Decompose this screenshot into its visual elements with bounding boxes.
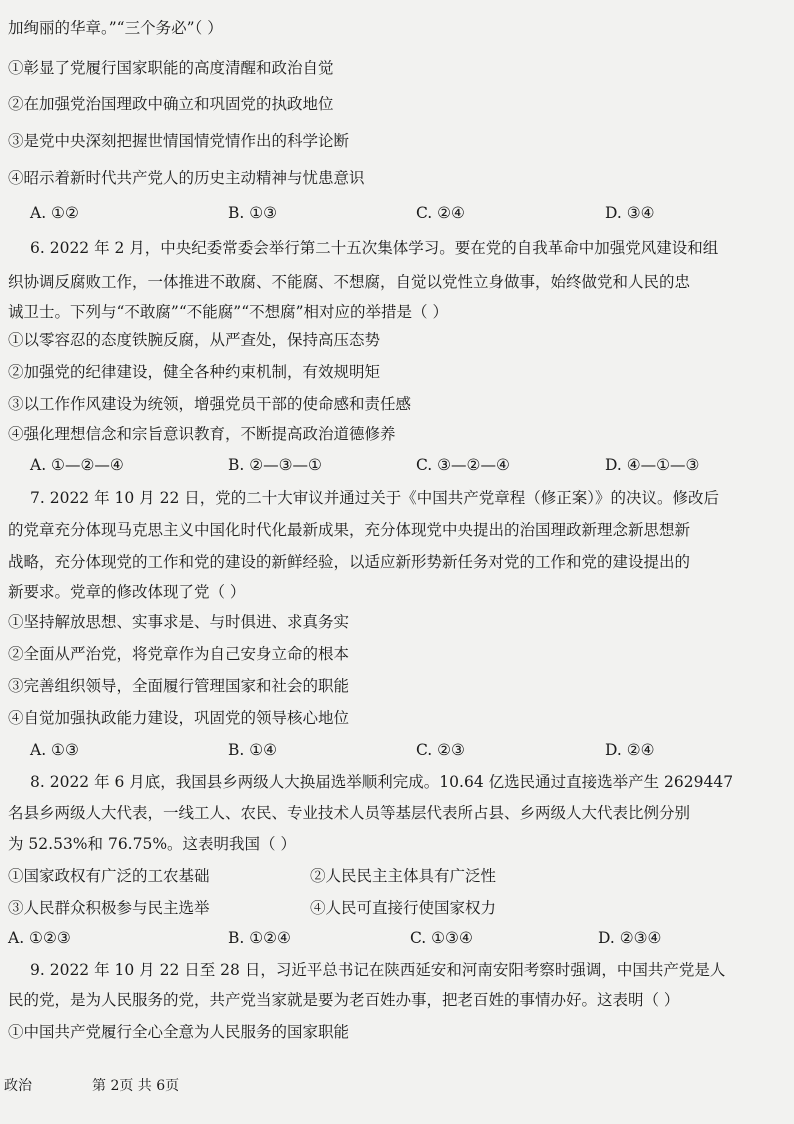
q8-stem-line-2: 名县乡两级人大代表，一线工人、农民、专业技术人员等基层代表所占县、乡两级人大代表比例分别 bbox=[8, 804, 691, 822]
q7-option-d[interactable]: D. ②④ bbox=[605, 741, 655, 759]
q6-item-3: ③以工作作风建设为统领，增强党员干部的使命感和责任感 bbox=[8, 395, 412, 413]
q6-item-1: ①以零容忍的态度铁腕反腐，从严查处，保持高压态势 bbox=[8, 331, 381, 349]
q5-item-2: ②在加强党治国理政中确立和巩固党的执政地位 bbox=[8, 95, 334, 113]
q7-option-c[interactable]: C. ②③ bbox=[416, 741, 465, 759]
q6-option-b[interactable]: B. ②—③—① bbox=[228, 456, 322, 474]
q7-stem-line-2: 的党章充分体现马克思主义中国化时代化最新成果，充分体现党中央提出的治国理政新理念新思想新 bbox=[8, 521, 691, 539]
q7-stem-line-1: 7. 2022 年 10 月 22 日，党的二十大审议并通过关于《中国共产党章程（修正案）》的决议。修改后 bbox=[30, 489, 719, 507]
q6-stem-line-1: 6. 2022 年 2 月，中央纪委常委会举行第二十五次集体学习。要在党的自我革命中加强党风建设和组 bbox=[30, 239, 719, 257]
q7-item-3: ③完善组织领导，全面履行管理国家和社会的职能 bbox=[8, 677, 350, 695]
q9-item-1: ①中国共产党履行全心全意为人民服务的国家职能 bbox=[8, 1023, 350, 1041]
q8-item-2: ②人民民主主体具有广泛性 bbox=[310, 867, 497, 885]
q5-item-3: ③是党中央深刻把握世情国情党情作出的科学论断 bbox=[8, 132, 350, 150]
q8-option-c[interactable]: C. ①③④ bbox=[410, 929, 473, 947]
q8-option-b[interactable]: B. ①②④ bbox=[228, 929, 291, 947]
q5-stem-tail: 加绚丽的华章。”“三个务必”（ ） bbox=[8, 19, 223, 37]
q5-item-1: ①彰显了党履行国家职能的高度清醒和政治自觉 bbox=[8, 59, 334, 77]
q8-stem-line-3: 为 52.53%和 76.75%。这表明我国（ ） bbox=[8, 835, 296, 853]
q7-option-b[interactable]: B. ①④ bbox=[228, 741, 278, 759]
q8-option-d[interactable]: D. ②③④ bbox=[598, 929, 662, 947]
q7-item-2: ②全面从严治党，将党章作为自己安身立命的根本 bbox=[8, 645, 350, 663]
q7-item-4: ④自觉加强执政能力建设，巩固党的领导核心地位 bbox=[8, 709, 350, 727]
q8-item-1: ①国家政权有广泛的工农基础 bbox=[8, 867, 210, 885]
q8-item-4: ④人民可直接行使国家权力 bbox=[310, 899, 497, 917]
q6-option-c[interactable]: C. ③—②—④ bbox=[416, 456, 510, 474]
q7-item-1: ①坚持解放思想、实事求是、与时俱进、求真务实 bbox=[8, 613, 350, 631]
q6-stem-line-2: 织协调反腐败工作，一体推进不敢腐、不能腐、不想腐，自觉以党性立身做事，始终做党和人民的忠 bbox=[8, 273, 691, 291]
q9-stem-line-1: 9. 2022 年 10 月 22 日至 28 日，习近平总书记在陕西延安和河南安阳考察时强调，中国共产党是人 bbox=[30, 961, 726, 979]
q5-option-d[interactable]: D. ③④ bbox=[605, 204, 655, 222]
q6-option-a[interactable]: A. ①—②—④ bbox=[30, 456, 124, 474]
q7-stem-line-4: 新要求。党章的修改体现了党（ ） bbox=[8, 583, 246, 601]
footer-page-number: 第 2页 共 6页 bbox=[92, 1078, 180, 1094]
q5-option-c[interactable]: C. ②④ bbox=[416, 204, 465, 222]
q5-item-4: ④昭示着新时代共产党人的历史主动精神与忧患意识 bbox=[8, 169, 365, 187]
footer-subject: 政治 bbox=[4, 1078, 32, 1094]
q5-option-b[interactable]: B. ①③ bbox=[228, 204, 278, 222]
q5-option-a[interactable]: A. ①② bbox=[30, 204, 79, 222]
q6-item-4: ④强化理想信念和宗旨意识教育，不断提高政治道德修养 bbox=[8, 425, 396, 443]
q6-stem-line-3: 诚卫士。下列与“不敢腐”“不能腐”“不想腐”相对应的举措是（ ） bbox=[8, 303, 448, 321]
q8-option-a[interactable]: A. ①②③ bbox=[8, 929, 71, 947]
q9-stem-line-2: 民的党，是为人民服务的党，共产党当家就是要为老百姓办事，把老百姓的事情办好。这表明（ ） bbox=[8, 991, 680, 1009]
q6-option-d[interactable]: D. ④—①—③ bbox=[605, 456, 700, 474]
q7-stem-line-3: 战略，充分体现党的工作和党的建设的新鲜经验，以适应新形势新任务对党的工作和党的建设提出的 bbox=[8, 553, 691, 571]
q8-stem-line-1: 8. 2022 年 6 月底，我国县乡两级人大换届选举顺利完成。10.64 亿选民通过直接选举产生 2629447 bbox=[30, 773, 734, 791]
q6-item-2: ②加强党的纪律建设，健全各种约束机制，有效规明矩 bbox=[8, 363, 381, 381]
q7-option-a[interactable]: A. ①③ bbox=[30, 741, 79, 759]
q8-item-3: ③人民群众积极参与民主选举 bbox=[8, 899, 210, 917]
